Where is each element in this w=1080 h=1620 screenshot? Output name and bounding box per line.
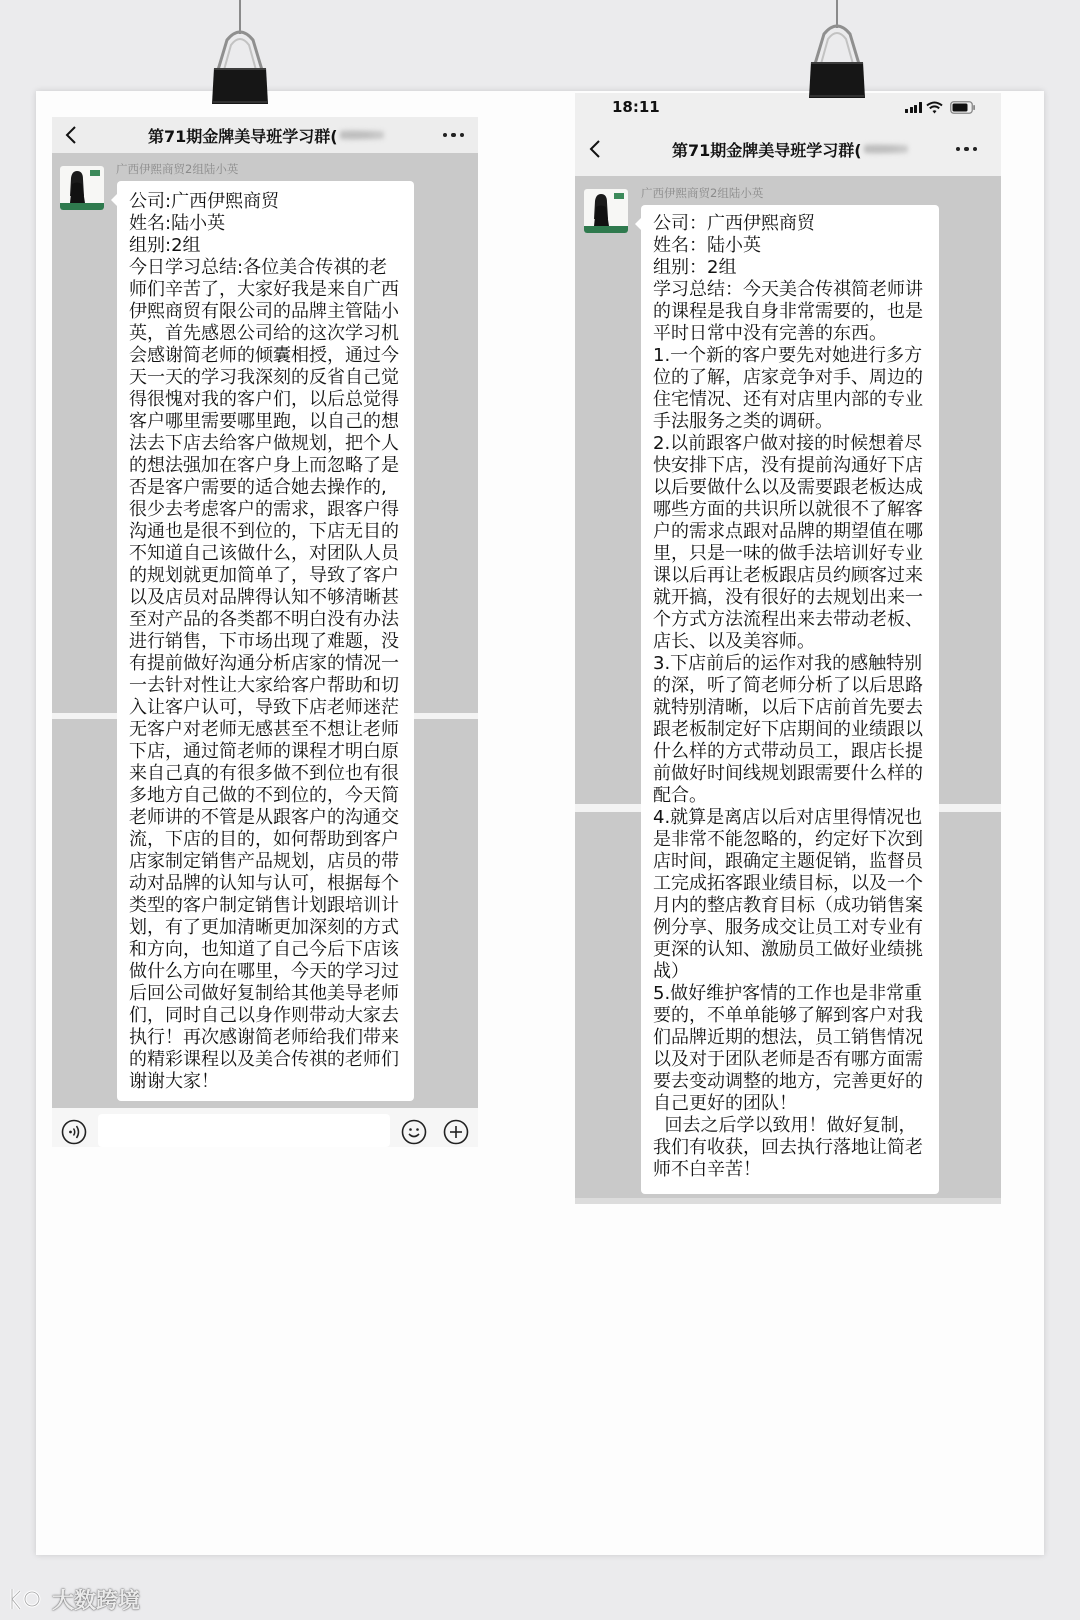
watermark-text: 大数跨境 bbox=[52, 1588, 141, 1614]
message-line: 前做好时间线规划跟需要什么样的 bbox=[653, 763, 923, 784]
message-line: 个方式方法流程出来去带动老板、 bbox=[653, 609, 923, 630]
chat-title-text: 第71期金牌美导班学习群( bbox=[148, 126, 338, 146]
message-line: 就特别清晰，以后下店前首先要去 bbox=[653, 697, 923, 718]
message-line: 无客户对老师无感甚至不想让老师 bbox=[129, 719, 399, 740]
message-line: 会感谢简老师的倾囊相授，通过今 bbox=[129, 345, 399, 366]
message-line: 手法服务之类的调研。 bbox=[653, 411, 833, 432]
message-line: 是非常不能忽略的，约定好下次到 bbox=[653, 829, 923, 850]
message-line: 今日学习总结:各位美合传祺的老 bbox=[129, 257, 388, 278]
message-line: 4.就算是离店以后对店里得情况也 bbox=[653, 807, 923, 828]
message-line: 师们辛苦了，大家好我是来自广西 bbox=[129, 279, 399, 300]
message-line: 住宅情况、还有对店里内部的专业 bbox=[653, 389, 923, 410]
message-line: 例分享、服务成交让员工对专业有 bbox=[653, 917, 923, 938]
message-line: 有提前做好沟通分析店家的情况一 bbox=[129, 653, 399, 674]
message-line: 的规划就更加简单了，导致了客户 bbox=[129, 565, 399, 586]
watermark-logo bbox=[8, 1585, 48, 1613]
message-line: 来自己真的有很多做不到位也有很 bbox=[129, 763, 399, 784]
battery-icon bbox=[950, 101, 976, 114]
chat-header bbox=[52, 117, 478, 153]
message-line: 公司:广西伊熙商贸 bbox=[129, 191, 280, 212]
status-bar bbox=[575, 93, 1001, 122]
message-line: 们，同时自己以身作则带动大家去 bbox=[129, 1005, 399, 1026]
message-line: 什么样的方式带动员工，跟店长提 bbox=[653, 741, 923, 762]
message-input[interactable] bbox=[98, 1114, 390, 1147]
message-line: 课以后再让老板跟店员约顾客过来 bbox=[653, 565, 923, 586]
message-line: 店家制定销售产品规划，店员的带 bbox=[129, 851, 399, 872]
message-line: 配合。 bbox=[653, 785, 707, 806]
cellular-signal-icon bbox=[905, 102, 922, 113]
chevron-left-icon[interactable] bbox=[589, 139, 601, 159]
message-line: 沟通也是很不到位的，下店无目的 bbox=[129, 521, 399, 542]
message-line: 店时间，跟确定主题促销，监督员 bbox=[653, 851, 923, 872]
message-bubble[interactable] bbox=[117, 181, 414, 1101]
message-line: 战） bbox=[653, 961, 689, 982]
message-line: 回去之后学以致用！做好复制， bbox=[653, 1115, 917, 1136]
message-line: 我们有收获，回去执行落地让简老 bbox=[653, 1137, 923, 1158]
message-line: 以及对于团队老师是否有哪方面需 bbox=[653, 1049, 923, 1070]
message-line: 的精彩课程以及美合传祺的老师们 bbox=[129, 1049, 399, 1070]
message-line: 学习总结：今天美合传祺简老师讲 bbox=[653, 279, 923, 300]
message-line: 组别：2组 bbox=[653, 257, 737, 278]
voice-input-icon[interactable] bbox=[61, 1119, 87, 1145]
message-line: 月内的整店教育目标（成功销售案 bbox=[653, 895, 923, 916]
plus-icon[interactable] bbox=[443, 1119, 469, 1145]
message-line: 的想法强加在客户身上而忽略了是 bbox=[129, 455, 399, 476]
message-line: 户的需求点跟对品牌的期望值在哪 bbox=[653, 521, 923, 542]
message-line: 快安排下店，没有提前沟通好下店 bbox=[653, 455, 923, 476]
message-line: 的课程是我自身非常需要的，也是 bbox=[653, 301, 923, 322]
message-line: 后回公司做好复制给其他美导老师 bbox=[129, 983, 399, 1004]
message-line: 动对品牌的认知与认可，根据每个 bbox=[129, 873, 399, 894]
message-line: 要的，不单单能够了解到客户对我 bbox=[653, 1005, 923, 1026]
status-time: 18:11 bbox=[612, 98, 660, 116]
message-line: 不知道自己该做什么，对团队人员 bbox=[129, 543, 399, 564]
message-line: 谢谢大家！ bbox=[129, 1071, 219, 1092]
sender-name: 广西伊熙商贸2组陆小英 bbox=[641, 186, 764, 200]
chat-screenshot-left bbox=[52, 117, 478, 1147]
message-line: 1.一个新的客户要先对她进行多方 bbox=[653, 345, 923, 366]
message-line: 多地方自己做的不到位的，今天简 bbox=[129, 785, 399, 806]
avatar[interactable] bbox=[60, 166, 104, 210]
wifi-icon bbox=[926, 101, 943, 114]
message-line: 类型的客户制定销售计划跟培训计 bbox=[129, 895, 399, 916]
message-line: 跟老板制定好下店期间的业绩跟以 bbox=[653, 719, 923, 740]
message-line: 平时日常中没有完善的东西。 bbox=[653, 323, 887, 344]
chat-header bbox=[575, 122, 1001, 176]
message-line: 自己更好的团队！ bbox=[653, 1093, 797, 1114]
message-line: 法去下店去给客户做规划，把个人 bbox=[129, 433, 399, 454]
message-bubble[interactable] bbox=[641, 205, 939, 1194]
screenshot-bottom-edge bbox=[575, 1198, 1001, 1204]
message-line: 5.做好维护客情的工作也是非常重 bbox=[653, 983, 923, 1004]
chat-screenshot-right bbox=[575, 93, 1001, 1204]
binder-clip-right-icon bbox=[802, 0, 872, 106]
message-line: 哪些方面的共识所以就很不了解客 bbox=[653, 499, 923, 520]
message-line: 流，下店的目的，如何帮助到客户 bbox=[129, 829, 399, 850]
message-line: 工完成拓客跟业绩目标，以及一个 bbox=[653, 873, 923, 894]
message-line: 很少去考虑客户的需求，跟客户得 bbox=[129, 499, 399, 520]
message-line: 一去针对性让大家给客户帮助和切 bbox=[129, 675, 399, 696]
chat-title-blurred bbox=[340, 128, 384, 142]
message-line: 店长、以及美容师。 bbox=[653, 631, 815, 652]
message-line: 要去变动调整的地方，完善更好的 bbox=[653, 1071, 923, 1092]
chat-title-blurred bbox=[864, 142, 908, 156]
chat-input-bar bbox=[52, 1108, 478, 1147]
chevron-left-icon[interactable] bbox=[65, 125, 77, 145]
message-line: 师不白辛苦！ bbox=[653, 1159, 761, 1180]
message-line: 下店，通过简老师的课程才明白原 bbox=[129, 741, 399, 762]
chat-title bbox=[672, 122, 908, 176]
message-line: 英，首先感恩公司给的这次学习机 bbox=[129, 323, 399, 344]
message-line: 得很愧对我的客户们，以后总觉得 bbox=[129, 389, 399, 410]
more-dots-icon[interactable] bbox=[956, 146, 978, 152]
message-line: 组别:2组 bbox=[129, 235, 201, 256]
binder-clip-left-icon bbox=[205, 0, 275, 112]
message-line: 就开搞，没有很好的去规划出来一 bbox=[653, 587, 923, 608]
more-dots-icon[interactable] bbox=[443, 132, 465, 138]
message-line: 以后要做什么以及需要跟老板达成 bbox=[653, 477, 923, 498]
message-line: 客户哪里需要哪里跑，以自己的想 bbox=[129, 411, 399, 432]
message-line: 位的了解，店家竞争对手、周边的 bbox=[653, 367, 923, 388]
message-line: 2.以前跟客户做对接的时候想着尽 bbox=[653, 433, 923, 454]
message-line: 进行销售，下市场出现了难题，没 bbox=[129, 631, 399, 652]
message-line: 否是客户需要的适合她去操作的, bbox=[129, 477, 387, 498]
watermark bbox=[8, 1584, 140, 1614]
message-line: 执行！再次感谢简老师给我们带来 bbox=[129, 1027, 399, 1048]
emoji-icon[interactable] bbox=[401, 1119, 427, 1145]
message-line: 公司：广西伊熙商贸 bbox=[653, 213, 815, 234]
message-line: 里，只是一味的做手法培训好专业 bbox=[653, 543, 923, 564]
avatar[interactable] bbox=[584, 189, 628, 233]
chat-title bbox=[148, 117, 384, 153]
message-line: 姓名：陆小英 bbox=[653, 235, 761, 256]
message-line: 做什么方向在哪里，今天的学习过 bbox=[129, 961, 399, 982]
sender-name: 广西伊熙商贸2组陆小英 bbox=[116, 162, 239, 176]
message-line: 天一天的学习我深刻的反省自己觉 bbox=[129, 367, 399, 388]
message-line: 以及店员对品牌得认知不够清晰甚 bbox=[129, 587, 399, 608]
message-line: 更深的认知、激励员工做好业绩挑 bbox=[653, 939, 923, 960]
message-line: 和方向，也知道了自己今后下店该 bbox=[129, 939, 399, 960]
message-line: 的深，听了简老师分析了以后思路 bbox=[653, 675, 923, 696]
message-line: 们品牌近期的想法，员工销售情况 bbox=[653, 1027, 923, 1048]
message-line: 至对产品的各类都不明白没有办法 bbox=[129, 609, 399, 630]
message-line: 3.下店前后的运作对我的感触特别 bbox=[653, 653, 923, 674]
message-line: 划，有了更加清晰更加深刻的方式 bbox=[129, 917, 399, 938]
message-line: 老师讲的不管是从跟客户的沟通交 bbox=[129, 807, 399, 828]
message-line: 姓名:陆小英 bbox=[129, 213, 226, 234]
chat-title-text: 第71期金牌美导班学习群( bbox=[672, 140, 862, 160]
message-line: 入让客户认可，导致下店老师迷茫 bbox=[129, 697, 399, 718]
message-line: 伊熙商贸有限公司的品牌主管陆小 bbox=[129, 301, 399, 322]
